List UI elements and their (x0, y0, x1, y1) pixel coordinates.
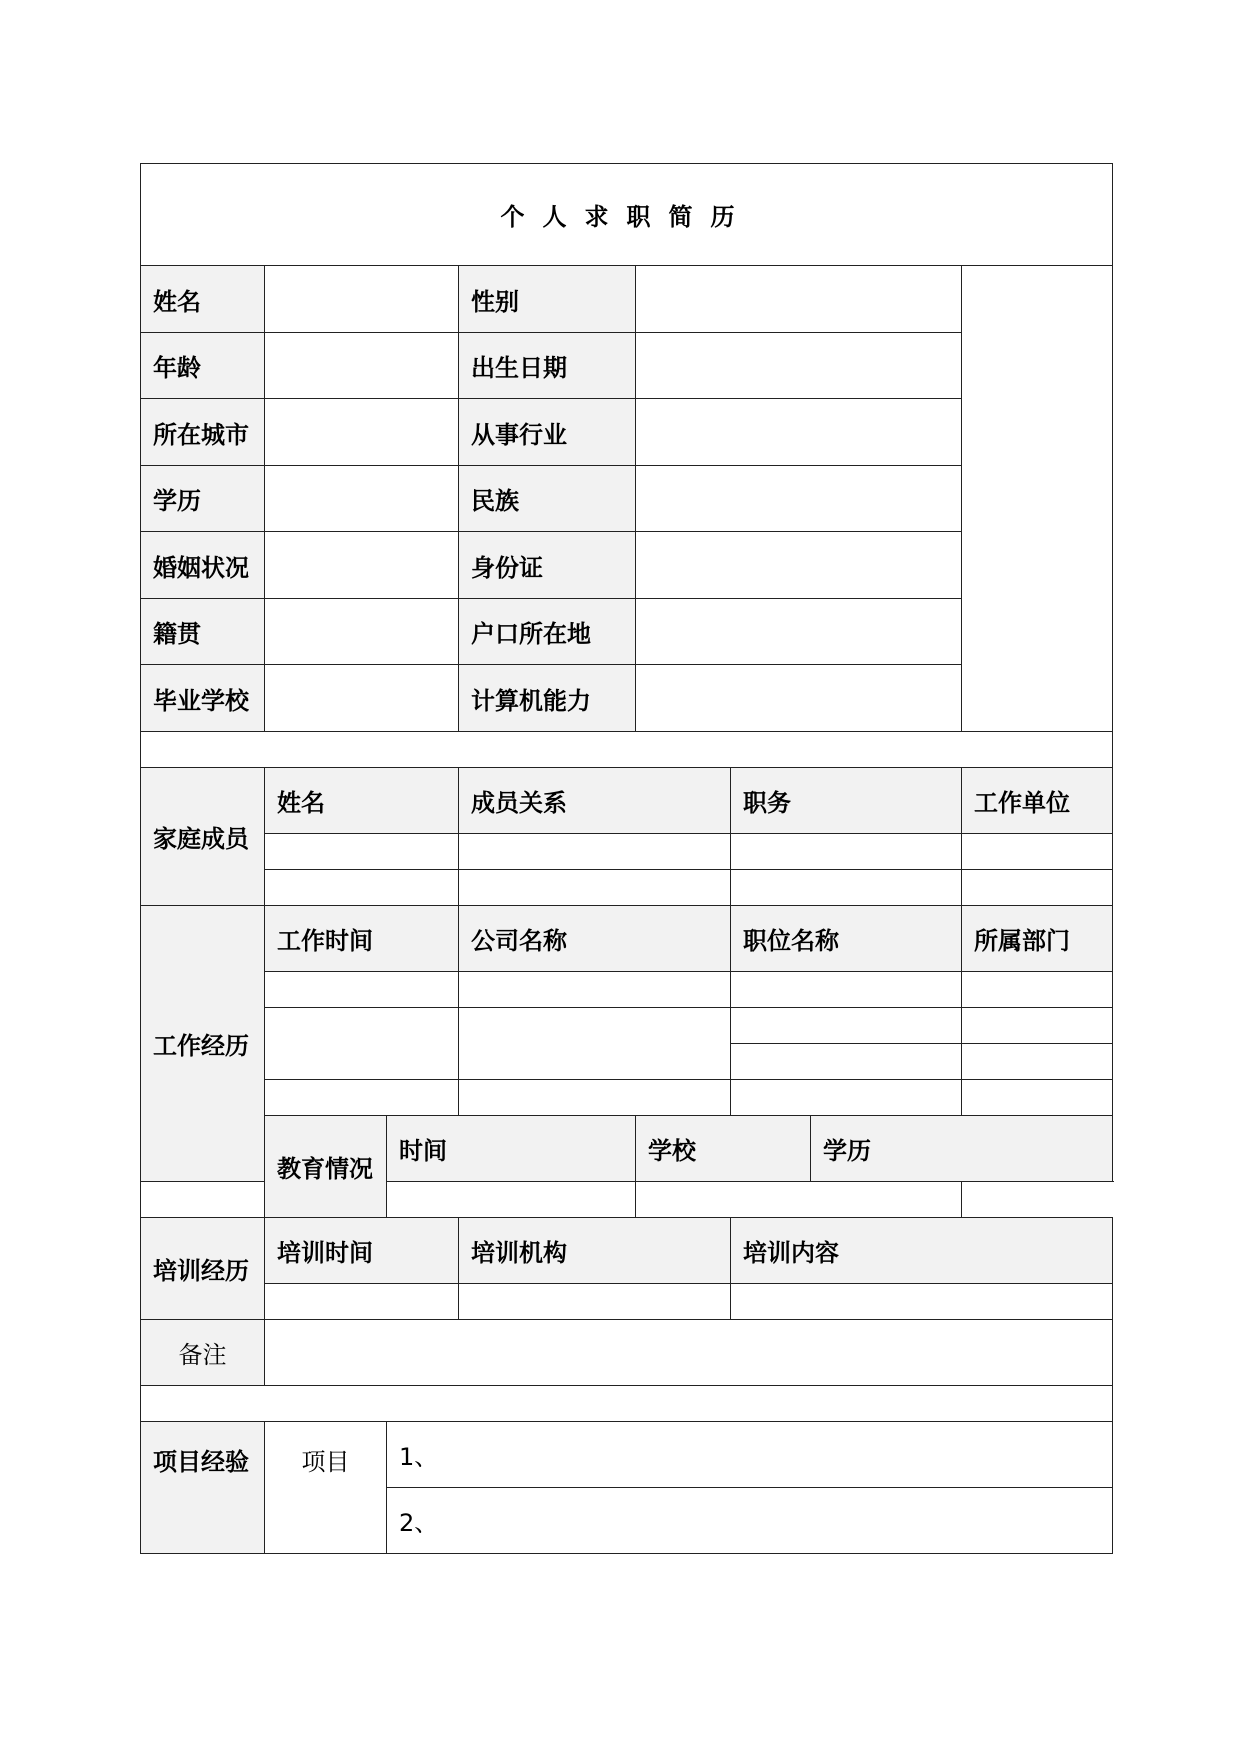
spacer-row (141, 732, 1113, 768)
family-cell[interactable] (265, 870, 459, 906)
family-header-name: 姓名 (265, 768, 459, 834)
age-field[interactable] (265, 333, 459, 399)
training-cell[interactable] (459, 1284, 731, 1320)
household-registration-label: 户口所在地 (459, 599, 636, 665)
work-cell[interactable] (459, 1008, 731, 1080)
native-place-field[interactable] (265, 599, 459, 665)
family-cell[interactable] (731, 834, 962, 870)
education-cell[interactable] (141, 1182, 387, 1218)
native-place-label: 籍贯 (141, 599, 265, 665)
family-header-relation: 成员关系 (459, 768, 731, 834)
education-header-time: 时间 (387, 1116, 636, 1182)
training-cell[interactable] (731, 1284, 1113, 1320)
education-level-field[interactable] (265, 466, 459, 532)
work-cell[interactable] (459, 972, 731, 1008)
work-cell[interactable] (731, 1044, 962, 1080)
photo-area[interactable] (962, 266, 1113, 732)
spacer-row (141, 1386, 1113, 1422)
family-cell[interactable] (459, 834, 731, 870)
family-header-employer: 工作单位 (962, 768, 1113, 834)
city-label: 所在城市 (141, 399, 265, 466)
graduate-school-label: 毕业学校 (141, 665, 265, 732)
education-cell[interactable] (387, 1182, 636, 1218)
name-field[interactable] (265, 266, 459, 333)
work-cell[interactable] (459, 1080, 731, 1116)
work-cell[interactable] (731, 972, 962, 1008)
computer-skills-field[interactable] (636, 665, 962, 732)
remarks-label: 备注 (141, 1320, 265, 1386)
family-cell[interactable] (459, 870, 731, 906)
family-section-label: 家庭成员 (141, 768, 265, 906)
work-section-label: 工作经历 (141, 906, 265, 1182)
work-cell[interactable] (265, 1080, 459, 1116)
family-cell[interactable] (731, 870, 962, 906)
work-cell[interactable] (265, 972, 459, 1008)
work-header-title: 职位名称 (731, 906, 962, 972)
age-label: 年龄 (141, 333, 265, 399)
ethnicity-field[interactable] (636, 466, 962, 532)
project-item-1[interactable]: 1、 (387, 1422, 1113, 1488)
marital-status-field[interactable] (265, 532, 459, 599)
projects-section-label: 项目经验 (141, 1422, 265, 1554)
education-cell[interactable] (636, 1182, 962, 1218)
marital-status-label: 婚姻状况 (141, 532, 265, 599)
work-cell[interactable] (731, 1008, 962, 1044)
resume-table (140, 163, 1113, 1554)
education-section-label: 教育情况 (265, 1116, 387, 1218)
gender-field[interactable] (636, 266, 962, 333)
family-cell[interactable] (962, 834, 1113, 870)
work-cell[interactable] (962, 1080, 1113, 1116)
work-cell[interactable] (962, 1044, 1113, 1080)
industry-label: 从事行业 (459, 399, 636, 466)
id-card-label: 身份证 (459, 532, 636, 599)
education-header-degree: 学历 (811, 1116, 1113, 1182)
training-section-label: 培训经历 (141, 1218, 265, 1320)
city-field[interactable] (265, 399, 459, 466)
id-card-field[interactable] (636, 532, 962, 599)
training-header-institution: 培训机构 (459, 1218, 731, 1284)
project-item-2[interactable]: 2、 (387, 1488, 1113, 1554)
name-label: 姓名 (141, 266, 265, 333)
ethnicity-label: 民族 (459, 466, 636, 532)
work-cell[interactable] (731, 1080, 962, 1116)
work-cell[interactable] (265, 1008, 459, 1080)
computer-skills-label: 计算机能力 (459, 665, 636, 732)
education-header-school: 学校 (636, 1116, 811, 1182)
training-header-content: 培训内容 (731, 1218, 1113, 1284)
training-cell[interactable] (265, 1284, 459, 1320)
projects-label: 项目 (265, 1422, 387, 1554)
work-header-company: 公司名称 (459, 906, 731, 972)
gender-label: 性别 (459, 266, 636, 333)
work-cell[interactable] (962, 972, 1113, 1008)
page-title: 个人求职简历 (141, 164, 1113, 266)
training-header-time: 培训时间 (265, 1218, 459, 1284)
industry-field[interactable] (636, 399, 962, 466)
education-level-label: 学历 (141, 466, 265, 532)
work-cell[interactable] (962, 1008, 1113, 1044)
remarks-field[interactable] (265, 1320, 1113, 1386)
birthdate-field[interactable] (636, 333, 962, 399)
family-cell[interactable] (265, 834, 459, 870)
family-header-position: 职务 (731, 768, 962, 834)
work-header-department: 所属部门 (962, 906, 1113, 972)
graduate-school-field[interactable] (265, 665, 459, 732)
work-header-time: 工作时间 (265, 906, 459, 972)
family-cell[interactable] (962, 870, 1113, 906)
household-registration-field[interactable] (636, 599, 962, 665)
birthdate-label: 出生日期 (459, 333, 636, 399)
